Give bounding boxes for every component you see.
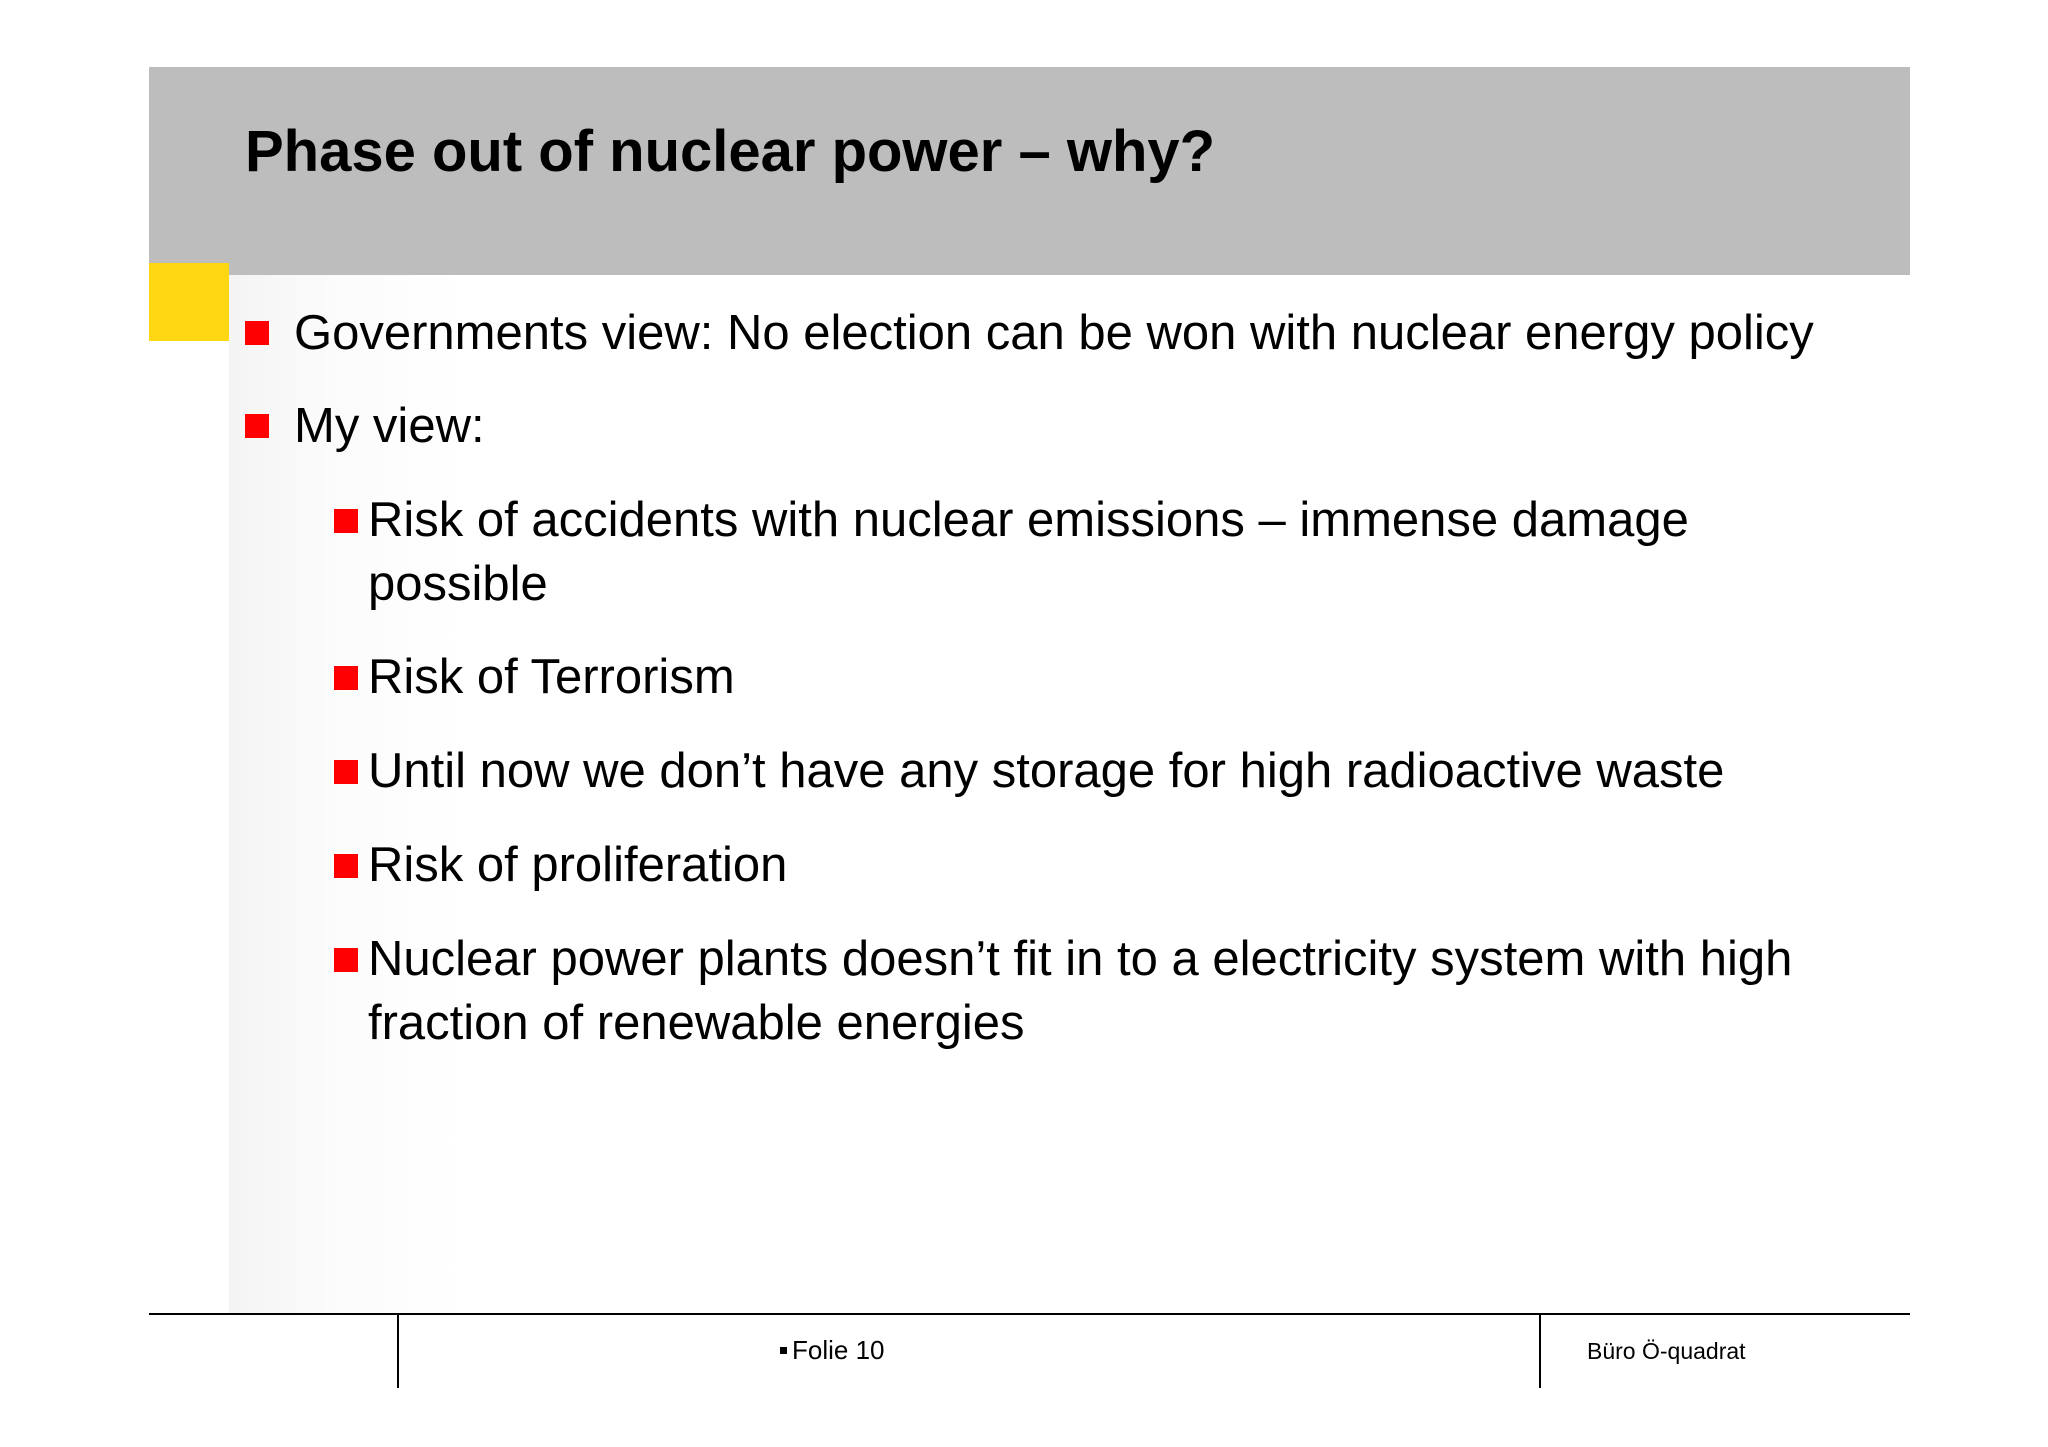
bullet-my-view: My view: [294, 399, 485, 453]
sub-bullet-storage: Until now we don’t have any storage for high radioactive waste [368, 744, 1725, 798]
sub-bullet-power-plants-continued: fraction of renewable energies [368, 996, 1025, 1050]
red-square-bullet-icon [334, 854, 358, 878]
footer-rule [149, 1313, 1910, 1315]
sub-bullet-accidents: Risk of accidents with nuclear emissions – immense damage [368, 493, 1689, 547]
sub-bullet-power-plants: Nuclear power plants doesn’t fit in to a electricity system with high [368, 932, 1793, 986]
red-square-bullet-icon [334, 948, 358, 972]
footer-slide-number [780, 1332, 885, 1368]
footer-slide-label: Folie 10 [792, 1335, 885, 1365]
footer-divider-right [1539, 1314, 1541, 1388]
sub-bullet-terrorism: Risk of Terrorism [368, 650, 735, 704]
red-square-bullet-icon [334, 666, 358, 690]
red-square-bullet-icon [334, 760, 358, 784]
red-square-bullet-icon [245, 414, 269, 438]
red-square-bullet-icon [334, 509, 358, 533]
sub-bullet-proliferation: Risk of proliferation [368, 838, 788, 892]
slide-title: Phase out of nuclear power – why? [245, 119, 1216, 184]
footer-brand: Büro Ö-quadrat [1587, 1338, 1746, 1364]
small-square-bullet-icon [780, 1347, 787, 1354]
sub-bullet-accidents-continued: possible [368, 557, 548, 611]
footer-divider-left [397, 1314, 399, 1388]
bullet-governments-view: Governments view: No election can be won with nuclear energy policy [294, 306, 1814, 360]
yellow-accent-square [149, 263, 229, 341]
red-square-bullet-icon [245, 321, 269, 345]
